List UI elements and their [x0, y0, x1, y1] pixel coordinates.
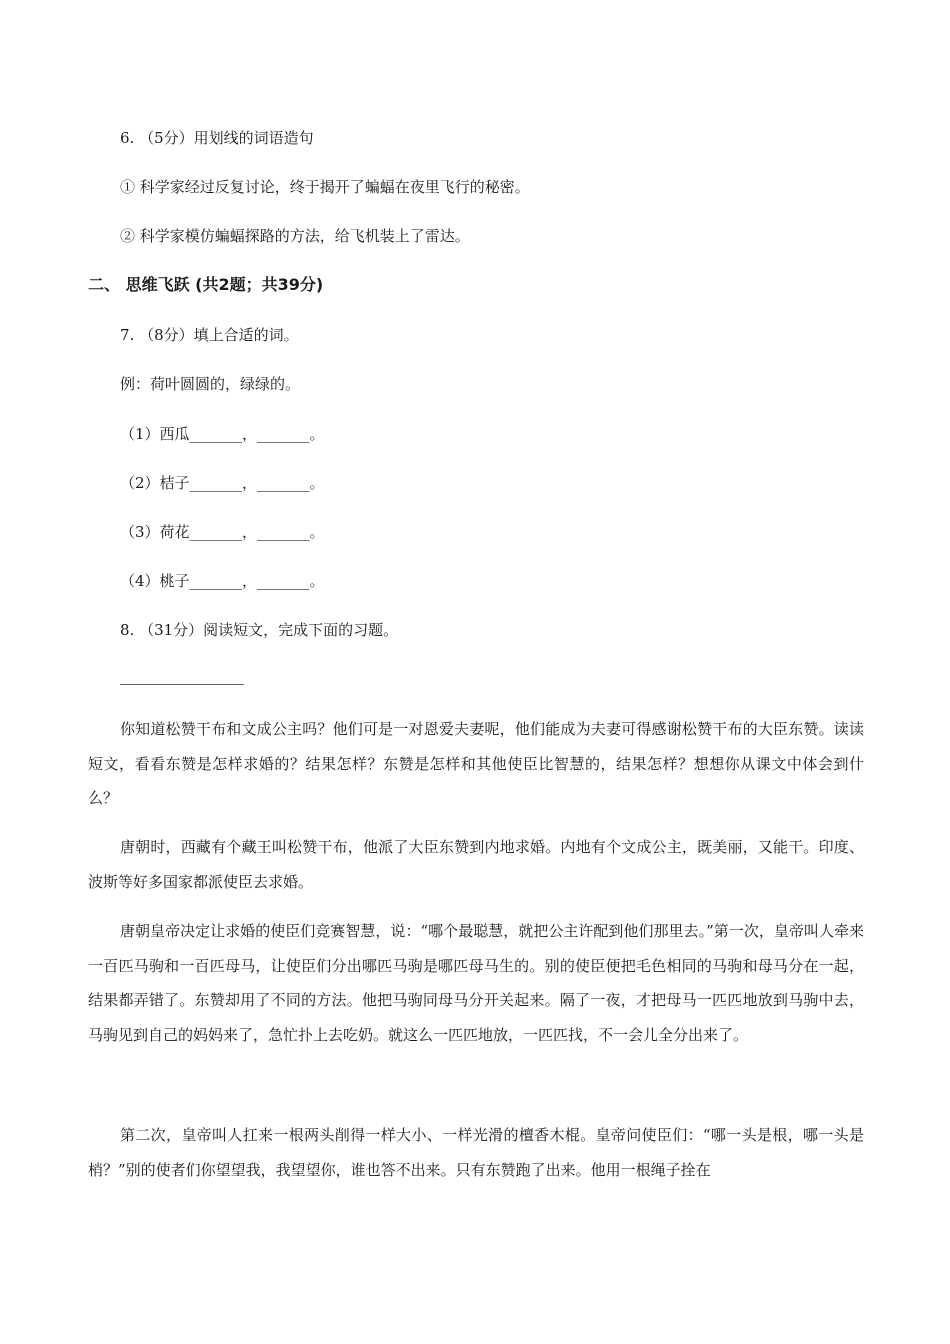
- question-6-title: 6. （5分）用划线的词语造句: [120, 129, 314, 147]
- reading-paragraph-3: 唐朝皇帝决定让求婚的使臣们竞赛智慧，说：“哪个最聪慧，就把公主许配到他们那里去。”第一次，皇帝叫人牵来一百匹马驹和一百匹母马，让使臣们分出哪匹马驹是哪匹母马生的。别的使臣便把毛色相同的马驹和母马分在一起，结果都弄错了。东赞却用了不同的方法。他把马驹同母马分开关起来。隔了一夜，才把母马一匹匹地放到马驹中去，马驹见到自己的妈妈来了，急忙扑上去吃奶。就这么一匹匹地放，一匹匹找，不一会儿全分出来了。: [88, 922, 864, 1044]
- question-7-item-4: （4）桃子_______，_______。: [120, 572, 325, 590]
- answer-blank-line: [120, 684, 244, 685]
- section-2-heading: 二、 思维飞跃 (共2题；共39分): [88, 275, 324, 294]
- question-7-example: 例：荷叶圆圆的，绿绿的。: [120, 375, 301, 393]
- question-7-title: 7. （8分）填上合适的词。: [120, 326, 299, 344]
- reading-paragraph-2: 唐朝时，西藏有个藏王叫松赞干布，他派了大臣东赞到内地求婚。内地有个文成公主，既美丽，又能干。印度、波斯等好多国家都派使臣去求婚。: [88, 838, 864, 891]
- question-7-item-1: （1）西瓜_______，_______。: [120, 425, 325, 443]
- question-8-title: 8. （31分）阅读短文，完成下面的习题。: [120, 621, 399, 639]
- reading-paragraph-4: 第二次，皇帝叫人扛来一根两头削得一样大小、一样光滑的檀香木棍。皇帝问使臣们：“哪一头是根，哪一头是梢？”别的使者们你望望我，我望望你，谁也答不出来。只有东赞跑了出来。他用一根绳子拴在: [88, 1126, 864, 1179]
- question-7-item-3: （3）荷花_______，_______。: [120, 523, 325, 541]
- reading-paragraph-1: 你知道松赞干布和文成公主吗？他们可是一对恩爱夫妻呢，他们能成为夫妻可得感谢松赞干布的大臣东赞。读读短文，看看东赞是怎样求婚的？结果怎样？东赞是怎样和其他使臣比智慧的，结果怎样？想想你从课文中体会到什么？: [88, 720, 864, 807]
- question-7-item-2: （2）桔子_______，_______。: [120, 474, 325, 492]
- question-6-sentence-2: ② 科学家模仿蝙蝠探路的方法，给飞机装上了雷达。: [120, 227, 470, 245]
- question-6-sentence-1: ① 科学家经过反复讨论，终于揭开了蝙蝠在夜里飞行的秘密。: [120, 178, 530, 196]
